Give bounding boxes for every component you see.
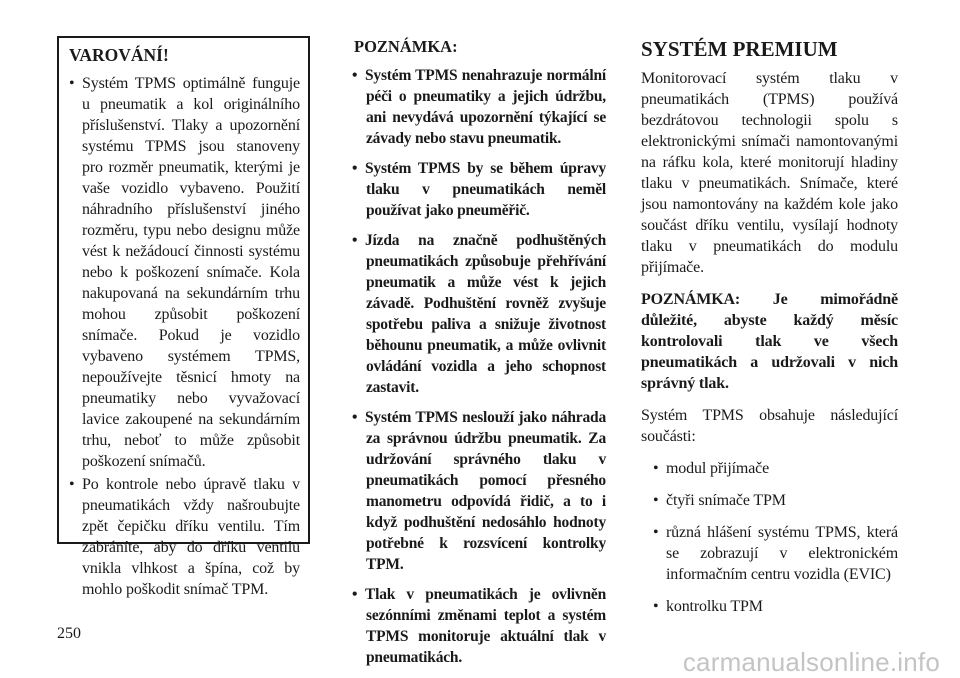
note-item-text: Systém TPMS by se během úpravy tlaku v pneumatikách neměl používat jako pneuměřič. (365, 160, 606, 219)
warning-title: VAROVÁNÍ! (69, 45, 169, 65)
note-item (338, 407, 606, 575)
components-intro: Systém TPMS obsahuje následující součásti: (641, 407, 898, 445)
component-item-text: modul přijímače (666, 460, 770, 477)
page-number: 250 (57, 625, 81, 642)
bullet-icon: • (69, 476, 75, 493)
component-item (641, 522, 898, 585)
note-item (338, 584, 606, 668)
note-item-text: Systém TPMS nenahrazuje normální péči o pneumatiky a jejich údržbu, ani nevydává upozornění týkající se závady nebo stavu pneumatik. (365, 67, 606, 147)
bullet-icon: • (653, 598, 659, 615)
section-title: SYSTÉM PREMIUM (641, 37, 838, 61)
bullet-icon: • (653, 524, 659, 541)
bullet-icon: • (352, 232, 358, 249)
bullet-icon: • (352, 160, 358, 177)
bullet-icon: • (69, 75, 75, 92)
note-item-text: Jízda na značně podhuštěných pneumatikách způsobuje přehřívání pneumatik a může vést k jejich závadě. Podhuštění rovněž zvyšuje spotřebu paliva a snižuje životnost běhounu pneumatik, a může ovlivnit ovládání vozidla a jeho schopnost zastavit. (365, 232, 606, 396)
component-item (641, 458, 898, 479)
bullet-icon: • (352, 67, 358, 84)
note-item-text: Tlak v pneumatikách je ovlivněn sezónními změnami teplot a systém TPMS monitoruje aktuální tlak v pneumatikách. (365, 586, 606, 666)
premium-intro: Monitorovací systém tlaku v pneumatikách (TPMS) používá bezdrátovou technologii spolu s elektronickými snímači namontovanými na ráfku kola, které monitorují hladiny tlaku v pneumatikách. Snímače, které jsou namontovány na každém kole jako součást dříku ventilu, vysílají hodnoty tlaku v pneumatikách do modulu přijímače. (641, 70, 898, 276)
note-item-text: Systém TPMS neslouží jako náhrada za správnou údržbu pneumatik. Za udržování správného tlaku v pneumatikách pomocí přesného manometru odpovídá řidič, a to i když podhuštění nedosáhlo hodnoty potřebné k rozsvícení kontrolky TPM. (365, 409, 606, 573)
bullet-icon: • (653, 460, 659, 477)
component-item (641, 596, 898, 617)
note-title: POZNÁMKA: (354, 37, 458, 56)
warning-item-text: Po kontrole nebo úpravě tlaku v pneumatikách vždy našroubujte zpět čepičku dříku ventilu. Tím zabráníte, aby do dříku ventilu vnikla vlhkost a špína, což by mohlo poškodit snímač TPM. (82, 476, 300, 598)
warning-item (69, 73, 300, 472)
premium-note: POZNÁMKA: Je mimořádně důležité, abyste každý měsíc kontrolovali tlak ve všech pneumatikách a udržovali v nich správný tlak. (641, 291, 898, 392)
watermark: carmanualsonline.info (682, 647, 940, 677)
note-item (338, 65, 606, 149)
warning-item (69, 474, 300, 600)
warning-item-text: Systém TPMS optimálně funguje u pneumatik a kol originálního příslušenství. Tlaky a upozornění systému TPMS jsou stanoveny pro rozměr pneumatik, kterými je vaše vozidlo vybaveno. Použití náhradního příslušenství jiného rozměru, typu nebo designu může vést k nežádoucí činnosti systému nebo k poškození snímače. Kola nakupovaná na sekundárním trhu mohou způsobit poškození snímače. Pokud je vozidlo vybaveno systémem TPMS, nepoužívejte těsnicí hmoty na pneumatiky nebo vyvažovací lavice zakoupené na sekundárním trhu, neboť to může způsobit poškození snímačů. (82, 75, 300, 470)
note-item (338, 230, 606, 398)
bullet-icon: • (352, 586, 358, 603)
component-item-text: čtyři snímače TPM (666, 492, 786, 509)
premium-column (641, 36, 898, 628)
bullet-icon: • (352, 409, 358, 426)
component-item-text: kontrolku TPM (666, 598, 763, 615)
note-column (338, 36, 606, 677)
bullet-icon: • (653, 492, 659, 509)
note-item (338, 158, 606, 221)
component-item-text: různá hlášení systému TPMS, která se zobrazují v elektronickém informačním centru vozidla (EVIC) (666, 524, 898, 583)
warning-box (57, 36, 310, 598)
component-item (641, 490, 898, 511)
